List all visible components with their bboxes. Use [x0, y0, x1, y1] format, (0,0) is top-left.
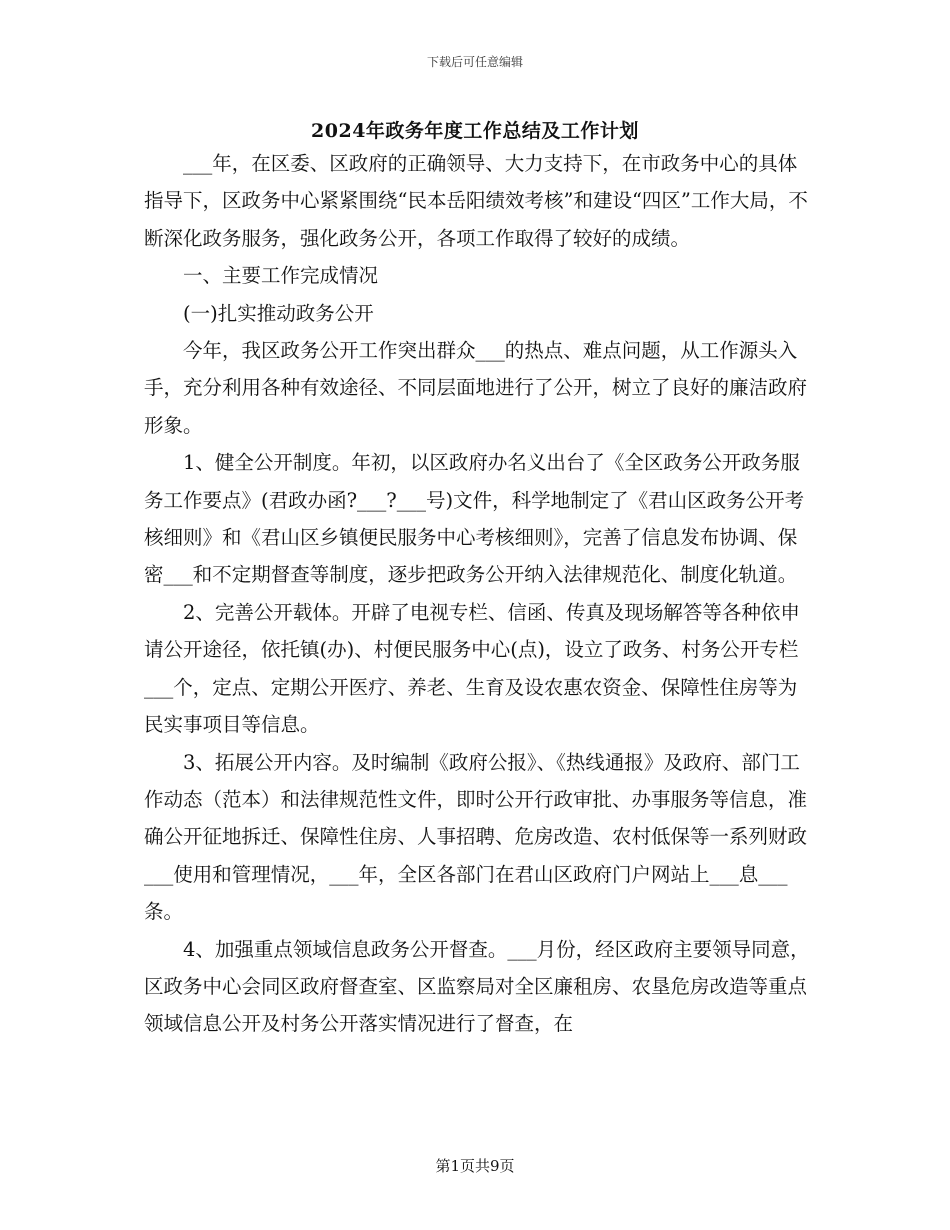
paragraph-intro: ___年，在区委、区政府的正确领导、大力支持下，在市政务中心的具体指导下，区政务中心紧紧围绕“民本岳阳绩效考核”和建设“四区”工作大局，不断深化政务服务，强化政务公开，各项工作取得了较好的成绩。 — [144, 152, 808, 250]
paragraph: 2、完善公开载体。开辟了电视专栏、信函、传真及现场解答等各种依申请公开途径，依托镇(办)、村便民服务中心(点)，设立了政务、村务公开专栏___个，定点、定期公开医疗、养老、生育及设农惠农资金、保障性住房等为民实事项目等信息。 — [144, 600, 800, 737]
subsection-heading: (一)扎实推动政务公开 — [183, 301, 374, 325]
paragraph: 今年，我区政务公开工作突出群众___的热点、难点问题，从工作源头入手，充分利用各种有效途径、不同层面地进行了公开，树立了良好的廉洁政府形象。 — [144, 339, 808, 437]
section-heading: 一、主要工作完成情况 — [183, 264, 379, 288]
header-note: 下载后可任意编辑 — [426, 55, 523, 69]
paragraph: 1、健全公开制度。年初，以区政府办名义出台了《全区政务公开政务服务工作要点》(君政办函?___?___号)文件，科学地制定了《君山区政务公开考核细则》和《君山区乡镇便民服务中心考核细则》，完善了信息发布协调、保密___和不定期督查等制度，逐步把政务公开纳入法律规范化、制度化轨道。 — [144, 451, 805, 587]
page-number: 第1页共9页 — [435, 1157, 515, 1175]
paragraph: 3、拓展公开内容。及时编制《政府公报》、《热线通报》及政府、部门工作动态（范本）和法律规范性文件，即时公开行政审批、办事服务等信息，准确公开征地拆迁、保障性住房、人事招聘、危房改造、农村低保等一系列财政___使用和管理情况，___年，全区各部门在君山区政府门户网站上___息___条。 — [144, 750, 808, 924]
paragraph: 4、加强重点领域信息政务公开督查。___月份，经区政府主要领导同意，区政务中心会同区政府督查室、区监察局对全区廉租房、农垦危房改造等重点领域信息公开及村务公开落实情况进行了督查，在 — [144, 937, 810, 1036]
document-body — [144, 145, 816, 1043]
document-title: 2024年政务年度工作总结及工作计划 — [311, 120, 639, 142]
